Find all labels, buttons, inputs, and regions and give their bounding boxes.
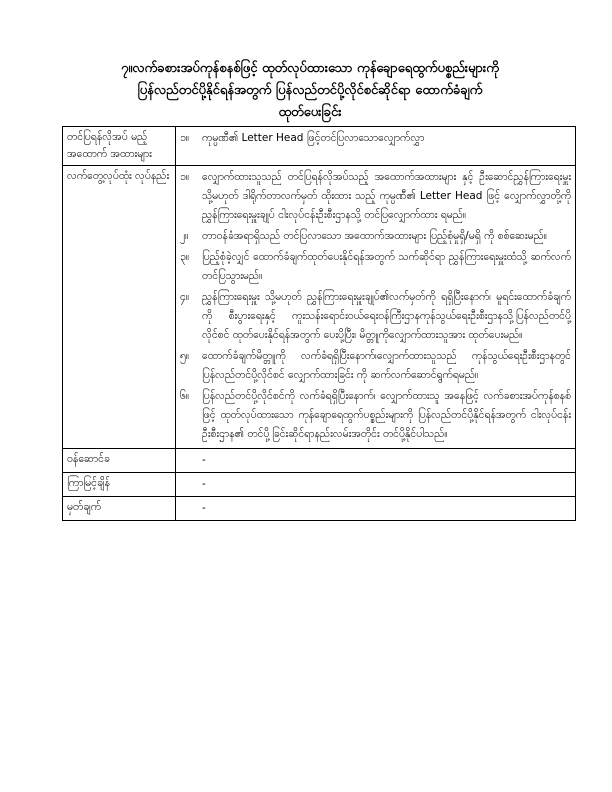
document-title — [60, 58, 560, 124]
row-value-required-documents — [176, 127, 576, 166]
step-text: တာဝန်ခံအရာရှိသည် တင်ပြလာသော အထောက်အထားများ ပြည့်စုံမှုရှိ/မရှိ ကို စစ်ဆေးမည်။ — [202, 230, 547, 242]
title-line-3: ထုတ်ပေးခြင်း — [278, 105, 342, 120]
step-number: ၃။ — [180, 251, 190, 263]
table-row — [63, 166, 576, 449]
list-item — [180, 288, 571, 345]
row-value-service-fee: - — [176, 449, 576, 473]
list-item — [180, 227, 571, 246]
table-row — [63, 497, 576, 521]
list-item — [180, 387, 571, 444]
table-row — [63, 473, 576, 497]
title-line-2: ပြန်လည်တင်ပို့နိုင်ရန်အတွက် ပြန်လည်တင်ပို့လိုင်စင်ဆိုင်ရာ ထောက်ခံချက် — [137, 83, 483, 98]
step-number: ၂။ — [180, 230, 189, 242]
row-label-required-documents: တင်ပြရန်လိုအပ် မည့်အထောက် အထားများ — [63, 127, 176, 166]
step-text: ကုမ္ပဏီ၏ Letter Head ဖြင့်တင်ပြလာသောလျှောက်လွှာ — [202, 132, 425, 144]
row-label-duration: ကြာမြင့်ချိန် — [63, 473, 176, 497]
step-number: ၁။ — [180, 132, 190, 144]
step-text: လျှောက်ထားသူသည် တင်ပြရန်လိုအပ်သည့် အထောက်အထားများ နှင့် ဦးဆောင်ညွှန်ကြားရေးမှူး သို့မဟုတ် ဒါရိုက်တာလက်မှတ် ထိုးထား သည့် ကုမ္ပဏီ၏ Letter Head ဖြင့် လျှောက်လွှာတို့ကို ညွှန်ကြားရေးမှူးချုပ် ငါးလုပ်ငန်းဦးစီးဌာနသို့ တင်ပြလျှောက်ထား ရမည်။ — [202, 171, 571, 221]
step-number: ၁။ — [180, 171, 190, 183]
list-item — [180, 168, 571, 225]
step-text: ပြည့်စုံခဲ့လျှင် ထောက်ခံချက်ထုတ်ပေးနိုင်ရန်အတွက် သက်ဆိုင်ရာ ညွှန်ကြားရေးမှူးထံသို့ ဆက်လက်တင်ပြသွားမည်။ — [202, 251, 571, 282]
list-item — [180, 129, 571, 148]
step-text: ပြန်လည်တင်ပို့လိုင်စင်ကို လက်ခံရရှိပြီးနောက်၊ လျှောက်ထားသူ အနေဖြင့် လက်ခစားအပ်ကုန်စနစ်ဖြင့် ထုတ်လုပ်ထားသော ကုန်ချောရေထွက်ပစ္စည်းများကို ပြန်လည်တင်ပို့နိုင်ရန်အတွက် ငါးလုပ်ငန်း ဦးစီးဌာန၏ တင်ပို့ခြင်းဆိုင်ရာနည်းလမ်းအတိုင်း တင်ပို့နိုင်ပါသည်။ — [202, 390, 571, 440]
step-number: ၄။ — [180, 291, 190, 303]
row-value-remarks: - — [176, 497, 576, 521]
step-number: ၅။ — [180, 350, 190, 362]
row-value-duration: - — [176, 473, 576, 497]
list-item — [180, 248, 571, 286]
table-row — [63, 127, 576, 166]
step-text: ညွှန်ကြားရေးမှူး သို့မဟုတ် ညွှန်ကြားရေးမှူးချုပ်၏လက်မှတ်ကို ရရှိပြီးနောက်၊ မူရင်းထောက်ခံချက်ကို စီးပွားရေးနှင့် ကူးသန်းရောင်းဝယ်ရေးဝန်ကြီးဌာနကုန်သွယ်ရေးဦးစီးဌာနသို့ပြန်လည်တင်ပို့လိုင်စင် ထုတ်ပေးနိုင်ရန်အတွက် ပေးပို့ပြီး၊ မိတ္တူကိုလျှောက်ထားသူအား ထုတ်ပေးမည်။ — [202, 291, 571, 341]
list-item — [180, 347, 571, 385]
table-row — [63, 449, 576, 473]
row-value-procedure — [176, 166, 576, 449]
row-label-procedure: လက်တွေ့လုပ်ထုံး လုပ်နည်း — [63, 166, 176, 449]
row-label-service-fee: ဝန်ဆောင်ခ — [63, 449, 176, 473]
step-text: ထောက်ခံချက်မိတ္တူကို လက်ခံရရှိပြီးနောက်၊လျှောက်ထားသူသည် ကုန်သွယ်ရေးဦးစီးဌာနတွင်ပြန်လည်တင်ပို့လိုင်စင် လျှောက်ထားခြင်း ကို ဆက်လက်ဆောင်ရွက်ရမည်။ — [202, 350, 571, 381]
row-label-remarks: မှတ်ချက် — [63, 497, 176, 521]
procedure-table — [62, 126, 576, 521]
step-number: ၆။ — [180, 390, 190, 402]
title-line-1: ၇။လက်ခစားအပ်ကုန်စနစ်ဖြင့် ထုတ်လုပ်ထားသော ကုန်ချောရေထွက်ပစ္စည်းများကို — [121, 61, 499, 76]
